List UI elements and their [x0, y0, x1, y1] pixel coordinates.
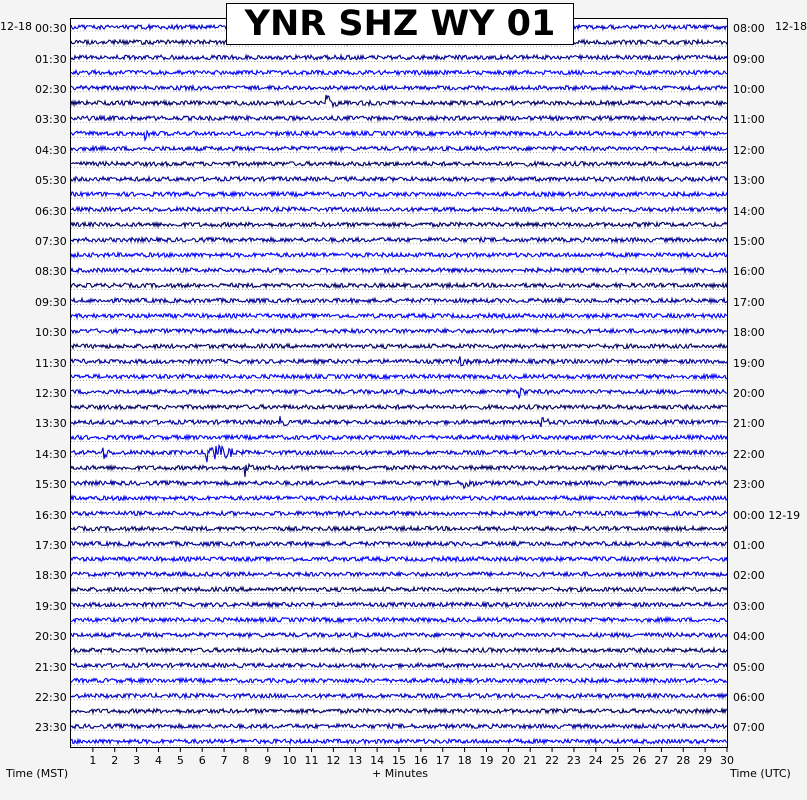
x-tick-label: 29 — [698, 754, 713, 767]
right-time-label: 22:00 — [733, 447, 765, 461]
seismic-trace — [71, 724, 727, 728]
seismic-trace — [71, 678, 727, 682]
seismic-trace — [71, 253, 727, 257]
right-time-label: 01:00 — [733, 539, 765, 552]
x-tick-label: 5 — [176, 754, 184, 767]
right-time-label: 18:00 — [733, 326, 765, 340]
x-tick-label: 16 — [413, 754, 428, 767]
x-tick-label: 7 — [220, 754, 228, 767]
seismic-trace — [71, 329, 727, 333]
x-tick-label: 25 — [610, 754, 625, 767]
x-tick-label: 4 — [154, 754, 162, 767]
seismic-trace — [71, 572, 727, 576]
x-tick-label: 10 — [282, 754, 297, 767]
left-time-label: 09:30 — [35, 295, 67, 309]
x-tick-label: 26 — [632, 754, 647, 767]
seismic-trace — [71, 405, 727, 409]
right-time-label: 17:00 — [733, 295, 765, 309]
seismic-trace — [71, 55, 727, 59]
left-time-label: 23:30 — [35, 721, 67, 735]
seismic-trace — [71, 298, 727, 302]
left-time-label: 18:30 — [35, 569, 67, 583]
left-time-label: 01:30 — [35, 52, 67, 66]
x-tick-label: 17 — [435, 754, 450, 767]
right-time-label: 21:00 — [733, 417, 765, 431]
left-time-label: 12:30 — [35, 387, 67, 400]
seismic-trace — [71, 131, 727, 140]
right-time-label: 20:00 — [733, 387, 765, 400]
left-time-label: 06:30 — [35, 204, 67, 218]
right-time-label: 19:00 — [733, 356, 765, 370]
seismic-trace — [71, 618, 727, 622]
seismic-trace — [71, 162, 727, 166]
x-tick-label: 27 — [654, 754, 669, 767]
date-label-left: 12-18 — [0, 20, 32, 33]
right-time-label: 04:00 — [733, 630, 765, 644]
right-time-label: 05:00 — [733, 660, 765, 674]
seismic-trace — [71, 70, 727, 74]
left-time-label: 21:30 — [35, 660, 67, 674]
seismic-trace — [71, 526, 727, 530]
right-time-label: 12:00 — [733, 143, 765, 157]
seismic-trace — [71, 146, 727, 150]
seismic-trace — [71, 445, 727, 462]
seismic-trace — [71, 602, 727, 606]
left-time-label: 10:30 — [35, 326, 67, 340]
seismic-trace — [71, 116, 727, 120]
seismic-trace — [71, 192, 727, 196]
seismic-trace — [71, 481, 727, 488]
left-time-label: 19:30 — [35, 599, 67, 613]
right-time-label: 23:00 — [733, 478, 765, 492]
left-time-label: 17:30 — [35, 539, 67, 552]
x-tick-label: 30 — [720, 754, 734, 767]
seismic-trace — [71, 464, 727, 477]
left-time-label: 22:30 — [35, 691, 67, 704]
seismic-trace — [71, 739, 727, 743]
seismic-trace — [71, 435, 727, 439]
seismic-trace — [71, 238, 727, 242]
right-time-label: 07:00 — [733, 721, 765, 735]
left-time-label: 00:30 — [35, 22, 67, 36]
seismic-trace — [71, 633, 727, 637]
right-time-label: 11:00 — [733, 113, 765, 127]
left-time-label: 14:30 — [35, 447, 67, 461]
x-tick-label: 11 — [304, 754, 319, 767]
x-tick-label: 19 — [479, 754, 494, 767]
x-tick-label: 13 — [348, 754, 363, 767]
left-time-label: 04:30 — [35, 143, 67, 157]
x-tick-label: 24 — [588, 754, 603, 767]
date-label-right: 12-18 — [775, 20, 807, 33]
left-time-label: 13:30 — [35, 417, 67, 431]
right-time-label: 15:00 — [733, 235, 765, 248]
seismic-trace — [71, 268, 727, 272]
seismic-trace — [71, 648, 727, 652]
seismic-trace — [71, 416, 727, 427]
left-time-label: 08:30 — [35, 265, 67, 279]
seismic-trace — [71, 344, 727, 348]
seismic-trace — [71, 663, 727, 667]
seismic-trace — [71, 95, 727, 107]
right-time-label: 03:00 — [733, 599, 765, 613]
right-time-label: 00:00 12-19 — [733, 508, 801, 522]
x-tick-label: 12 — [326, 754, 341, 767]
x-tick-label: 8 — [242, 754, 250, 767]
left-time-label: 02:30 — [35, 83, 67, 96]
x-tick-label: 21 — [523, 754, 538, 767]
right-time-label: 06:00 — [733, 691, 765, 704]
x-tick-label: 6 — [198, 754, 206, 767]
seismic-trace — [71, 314, 727, 318]
seismic-trace — [71, 356, 727, 365]
x-tick-label: 18 — [457, 754, 472, 767]
seismic-trace — [71, 86, 727, 90]
right-axis-label: Time (UTC) — [730, 767, 791, 780]
seismic-trace — [71, 587, 727, 591]
x-tick-label: 28 — [676, 754, 691, 767]
chart-title: YNR SHZ WY 01 — [226, 3, 574, 45]
seismic-trace — [71, 283, 727, 287]
x-axis-label: + Minutes — [372, 767, 429, 780]
right-time-label: 09:00 — [733, 52, 765, 66]
seismic-trace — [71, 709, 727, 713]
seismic-trace — [71, 374, 727, 378]
seismic-trace — [71, 496, 727, 500]
x-tick-label: 23 — [566, 754, 581, 767]
x-tick-label: 2 — [111, 754, 119, 767]
seismic-trace — [71, 222, 727, 226]
seismic-trace — [71, 511, 727, 515]
x-tick-label: 9 — [264, 754, 272, 767]
seismic-trace — [71, 388, 727, 398]
right-time-label: 16:00 — [733, 265, 765, 279]
left-time-label: 11:30 — [35, 356, 67, 370]
seismic-trace — [71, 542, 727, 546]
seismic-trace — [71, 694, 727, 698]
x-tick-label: 3 — [133, 754, 141, 767]
x-tick-label: 20 — [501, 754, 516, 767]
left-time-label: 07:30 — [35, 235, 67, 248]
x-tick-label: 22 — [545, 754, 560, 767]
left-time-label: 16:30 — [35, 508, 67, 522]
seismic-trace — [71, 177, 727, 181]
seismic-trace — [71, 557, 727, 561]
right-time-label: 10:00 — [733, 83, 765, 96]
x-tick-label: 14 — [370, 754, 385, 767]
left-time-label: 05:30 — [35, 174, 67, 188]
x-tick-label: 15 — [392, 754, 406, 767]
right-time-label: 08:00 — [733, 22, 765, 36]
left-time-label: 20:30 — [35, 630, 67, 644]
seismic-trace — [71, 207, 727, 211]
left-time-label: 15:30 — [35, 478, 67, 492]
left-axis-label: Time (MST) — [6, 767, 69, 780]
right-time-label: 14:00 — [733, 204, 765, 218]
right-time-label: 13:00 — [733, 174, 765, 188]
right-time-label: 02:00 — [733, 569, 765, 583]
x-tick-label: 1 — [89, 754, 97, 767]
left-time-label: 03:30 — [35, 113, 67, 127]
